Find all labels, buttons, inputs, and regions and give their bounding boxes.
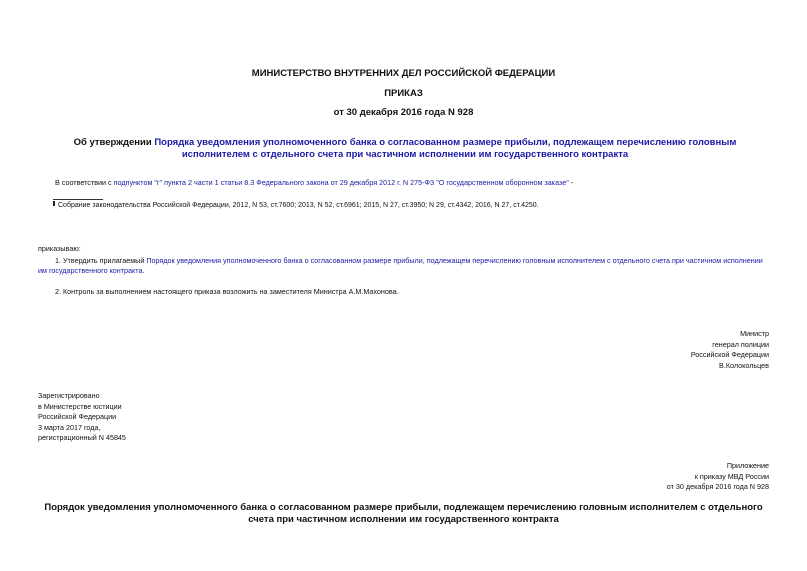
- basis-suffix: -: [568, 178, 574, 187]
- order-title-prefix: Об утверждении: [73, 137, 155, 148]
- order-item-1: [38, 256, 773, 276]
- footnote-divider: [53, 199, 103, 200]
- date-number-heading: от 30 декабря 2016 года N 928: [333, 107, 474, 118]
- procedure-title: Порядок уведомления уполномоченного банка о согласованном размере прибыли, подлежащем перечислению головным исполнителем с отдельного счета при частичном исполнении им государственного контракта: [44, 502, 763, 525]
- appendix-line-3: от 30 декабря 2016 года N 928: [666, 482, 769, 491]
- basis-paragraph: [55, 178, 573, 188]
- signature-block: [691, 329, 769, 371]
- item1-prefix: 1. Утвердить прилагаемый: [55, 256, 147, 265]
- footnote-text: Собрание законодательства Российской Федерации, 2012, N 53, ст.7600; 2013, N 52, ст.6961; 2015, N 27, ст.3950; N 29, ст.4342; 2016, N 27, ст.4250.: [58, 202, 539, 209]
- order-word: приказываю:: [38, 244, 81, 253]
- registration-line-5: регистрационный N 45845: [38, 433, 126, 442]
- ministry-heading: МИНИСТЕРСТВО ВНУТРЕННИХ ДЕЛ РОССИЙСКОЙ ФЕДЕРАЦИИ: [251, 68, 556, 79]
- item1-procedure-link[interactable]: Порядок уведомления уполномоченного банка о согласованном размере прибыли, подлежащем перечислению головным исполнителем с отдельного счета при частичном исполнении им государственного контракта: [38, 256, 763, 275]
- order-title: [50, 137, 760, 161]
- registration-block: [38, 391, 126, 444]
- registration-line-4: 3 марта 2017 года,: [38, 422, 101, 432]
- order-item-2: 2. Контроль за выполнением настоящего приказа возложить на заместителя Министра А.М.Махонова.: [55, 287, 399, 296]
- registration-line-1: Зарегистрировано: [38, 391, 100, 400]
- signature-line-2: генерал полиции: [712, 339, 769, 349]
- appendix-line-2: к приказу МВД России: [694, 471, 769, 481]
- signature-line-4: В.Колокольцев: [719, 360, 769, 370]
- basis-law-link[interactable]: подпунктом "г" пункта 2 части 1 статьи 8.3 Федерального закона от 29 декабря 2012 г. N 275-ФЗ "О государственном оборонном заказе": [113, 178, 569, 187]
- registration-line-2: в Министерстве юстиции: [38, 401, 122, 411]
- signature-line-1: Министр: [740, 329, 769, 338]
- footnote-marker-icon: [53, 201, 55, 206]
- order-title-link[interactable]: Порядка уведомления уполномоченного банка о согласованном размере прибыли, подлежащем перечислению головным исполнителем с отдельного счета при частичном исполнении им государственного контракта: [154, 137, 737, 160]
- footnote: [53, 201, 539, 210]
- basis-prefix: В соответствии с: [55, 178, 114, 187]
- doc-type-heading: ПРИКАЗ: [384, 88, 423, 99]
- appendix-block: [667, 461, 769, 493]
- item1-suffix: .: [142, 266, 145, 275]
- registration-line-3: Российской Федерации: [38, 412, 117, 421]
- appendix-line-1: Приложение: [726, 461, 769, 470]
- signature-line-3: Российской Федерации: [690, 350, 769, 359]
